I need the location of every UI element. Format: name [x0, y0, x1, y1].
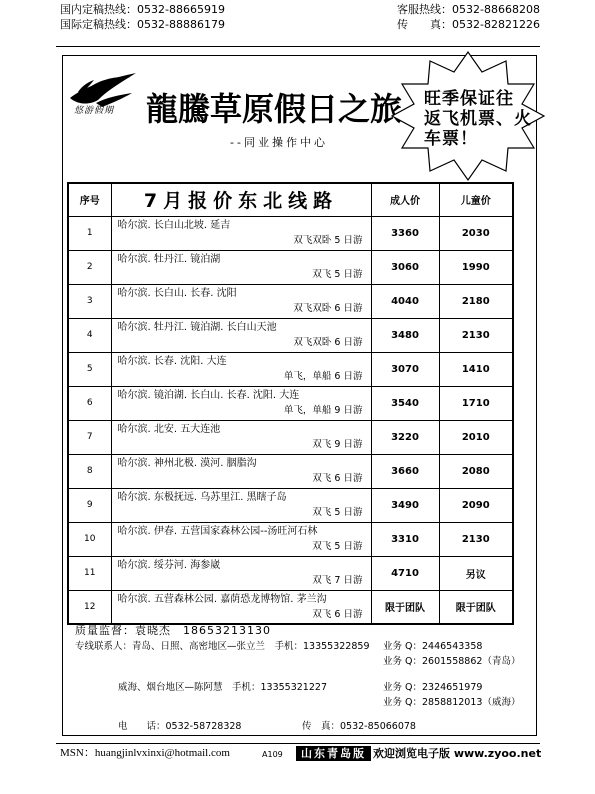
route-type: 双飞 5 日游	[312, 268, 363, 280]
adult-price: 3060	[371, 250, 439, 284]
route-name: 哈尔滨. 神州北极. 漠河. 胭脂沟	[117, 457, 257, 469]
route-cell	[111, 284, 371, 318]
route-name: 哈尔滨. 伊春. 五营国家森林公园--汤旺河石林	[117, 525, 318, 537]
adult-price: 3660	[371, 454, 439, 488]
adult-price: 3490	[371, 488, 439, 522]
route-cell	[111, 488, 371, 522]
logo-text: 悠游假期	[74, 106, 115, 116]
adult-price: 3070	[371, 352, 439, 386]
child-price: 限于团队	[439, 590, 513, 624]
row-number: 12	[68, 590, 111, 624]
route-name: 哈尔滨. 东极抚远. 乌苏里江. 黑瞎子岛	[117, 491, 287, 503]
route-cell	[111, 590, 371, 624]
row-number: 8	[68, 454, 111, 488]
child-price: 1710	[439, 386, 513, 420]
promo-line: 旺季保证往	[424, 89, 514, 109]
office-phone: 电 话：0532-58728328	[118, 721, 242, 732]
qq-1: 业务 Q：2446543358	[383, 641, 483, 652]
route-type: 双飞双卧 6 日游	[293, 336, 363, 348]
route-cell	[111, 420, 371, 454]
header-child-price: 儿童价	[439, 183, 513, 216]
route-name: 哈尔滨. 北安. 五大连池	[117, 423, 221, 435]
table-row	[68, 488, 513, 522]
table-row	[68, 318, 513, 352]
price-table	[67, 182, 514, 625]
row-number: 2	[68, 250, 111, 284]
row-number: 9	[68, 488, 111, 522]
promo-line: 车票！	[424, 129, 478, 149]
adult-price: 3220	[371, 420, 439, 454]
table-row	[68, 250, 513, 284]
row-number: 1	[68, 216, 111, 250]
header-divider	[56, 46, 540, 47]
route-cell	[111, 352, 371, 386]
child-price: 另议	[439, 556, 513, 590]
table-body	[68, 216, 513, 624]
contact-qingdao: 专线联系人：青岛、日照、高密地区—张立兰 手机：13355322859	[75, 641, 370, 652]
table-header-row	[68, 183, 513, 216]
child-price: 1410	[439, 352, 513, 386]
brand-logo-icon	[68, 70, 138, 108]
promo-line: 返飞机票、火	[424, 109, 532, 129]
domestic-hotline: 国内定稿热线：0532-88665919	[60, 3, 225, 16]
international-hotline: 国际定稿热线：0532-88886179	[60, 18, 225, 31]
header-no: 序号	[68, 183, 111, 216]
row-number: 6	[68, 386, 111, 420]
route-type: 单飞，单船 9 日游	[283, 404, 363, 416]
route-cell	[111, 556, 371, 590]
edition-badge: 山东青岛版	[296, 746, 371, 761]
route-name: 哈尔滨. 绥芬河. 海参崴	[117, 559, 221, 571]
quality-supervisor: 质量监督：袁晓杰 18653213130	[75, 624, 271, 637]
adult-price: 3360	[371, 216, 439, 250]
adult-price: 限于团队	[371, 590, 439, 624]
adult-price: 3540	[371, 386, 439, 420]
adult-price: 4040	[371, 284, 439, 318]
header-route: 7月报价东北线路	[111, 183, 371, 216]
table-row	[68, 454, 513, 488]
route-cell	[111, 216, 371, 250]
adult-price: 3310	[371, 522, 439, 556]
child-price: 1990	[439, 250, 513, 284]
route-name: 哈尔滨. 长春. 沈阳. 大连	[117, 355, 227, 367]
child-price: 2130	[439, 318, 513, 352]
table-row	[68, 556, 513, 590]
header-fax: 传 真：0532-82821226	[397, 18, 540, 31]
page-title: 龍騰草原假日之旅	[146, 90, 403, 128]
qq-4: 业务 Q：2858812013（威海）	[383, 697, 521, 708]
route-name: 哈尔滨. 牡丹江. 镜泊湖. 长白山天池	[117, 321, 277, 333]
qq-3: 业务 Q：2324651979	[383, 682, 483, 693]
header-right	[397, 2, 540, 32]
table-row	[68, 522, 513, 556]
route-cell	[111, 454, 371, 488]
row-number: 3	[68, 284, 111, 318]
page-subtitle: --同业操作中心	[230, 136, 328, 149]
office-fax: 传 真：0532-85066078	[302, 721, 416, 732]
route-type: 双飞 9 日游	[312, 438, 363, 450]
promo-text	[424, 89, 532, 149]
row-number: 11	[68, 556, 111, 590]
child-price: 2080	[439, 454, 513, 488]
child-price: 2090	[439, 488, 513, 522]
footer-welcome: 欢迎浏览电子版 www.zyoo.net	[373, 747, 542, 760]
route-cell	[111, 318, 371, 352]
contact-weihai: 威海、烟台地区—陈阿慧 手机：13355321227	[118, 682, 327, 693]
table-row	[68, 284, 513, 318]
route-type: 双飞 6 日游	[312, 472, 363, 484]
child-price: 2180	[439, 284, 513, 318]
row-number: 5	[68, 352, 111, 386]
route-name: 哈尔滨. 长白山. 长春. 沈阳	[117, 287, 237, 299]
route-type: 双飞 7 日游	[312, 574, 363, 586]
route-cell	[111, 386, 371, 420]
table-row	[68, 590, 513, 624]
route-name: 哈尔滨. 牡丹江. 镜泊湖	[117, 253, 221, 265]
page-number: A109	[262, 750, 283, 759]
route-type: 双飞 5 日游	[312, 540, 363, 552]
route-type: 双飞双卧 5 日游	[293, 234, 363, 246]
row-number: 4	[68, 318, 111, 352]
table-row	[68, 420, 513, 454]
route-name: 哈尔滨. 镜泊湖. 长白山. 长春. 沈阳. 大连	[117, 389, 300, 401]
route-type: 双飞 5 日游	[312, 506, 363, 518]
child-price: 2130	[439, 522, 513, 556]
row-number: 10	[68, 522, 111, 556]
header-left	[60, 2, 225, 32]
child-price: 2030	[439, 216, 513, 250]
route-type: 单飞，单船 6 日游	[283, 370, 363, 382]
child-price: 2010	[439, 420, 513, 454]
route-name: 哈尔滨. 五营森林公园. 嘉荫恐龙博物馆. 茅兰沟	[117, 593, 327, 605]
table-row	[68, 352, 513, 386]
table-row	[68, 216, 513, 250]
header-adult-price: 成人价	[371, 183, 439, 216]
service-hotline: 客服热线：0532-88668208	[397, 3, 540, 16]
footer-msn: MSN：huangjinlvxinxi@hotmail.com	[60, 747, 230, 759]
route-type: 双飞双卧 6 日游	[293, 302, 363, 314]
route-type: 双飞 6 日游	[312, 608, 363, 620]
adult-price: 4710	[371, 556, 439, 590]
route-cell	[111, 522, 371, 556]
route-name: 哈尔滨. 长白山北坡. 延吉	[117, 219, 231, 231]
footer-divider	[56, 743, 540, 744]
route-cell	[111, 250, 371, 284]
qq-2: 业务 Q：2601558862（青岛）	[383, 656, 521, 667]
table-row	[68, 386, 513, 420]
adult-price: 3480	[371, 318, 439, 352]
row-number: 7	[68, 420, 111, 454]
